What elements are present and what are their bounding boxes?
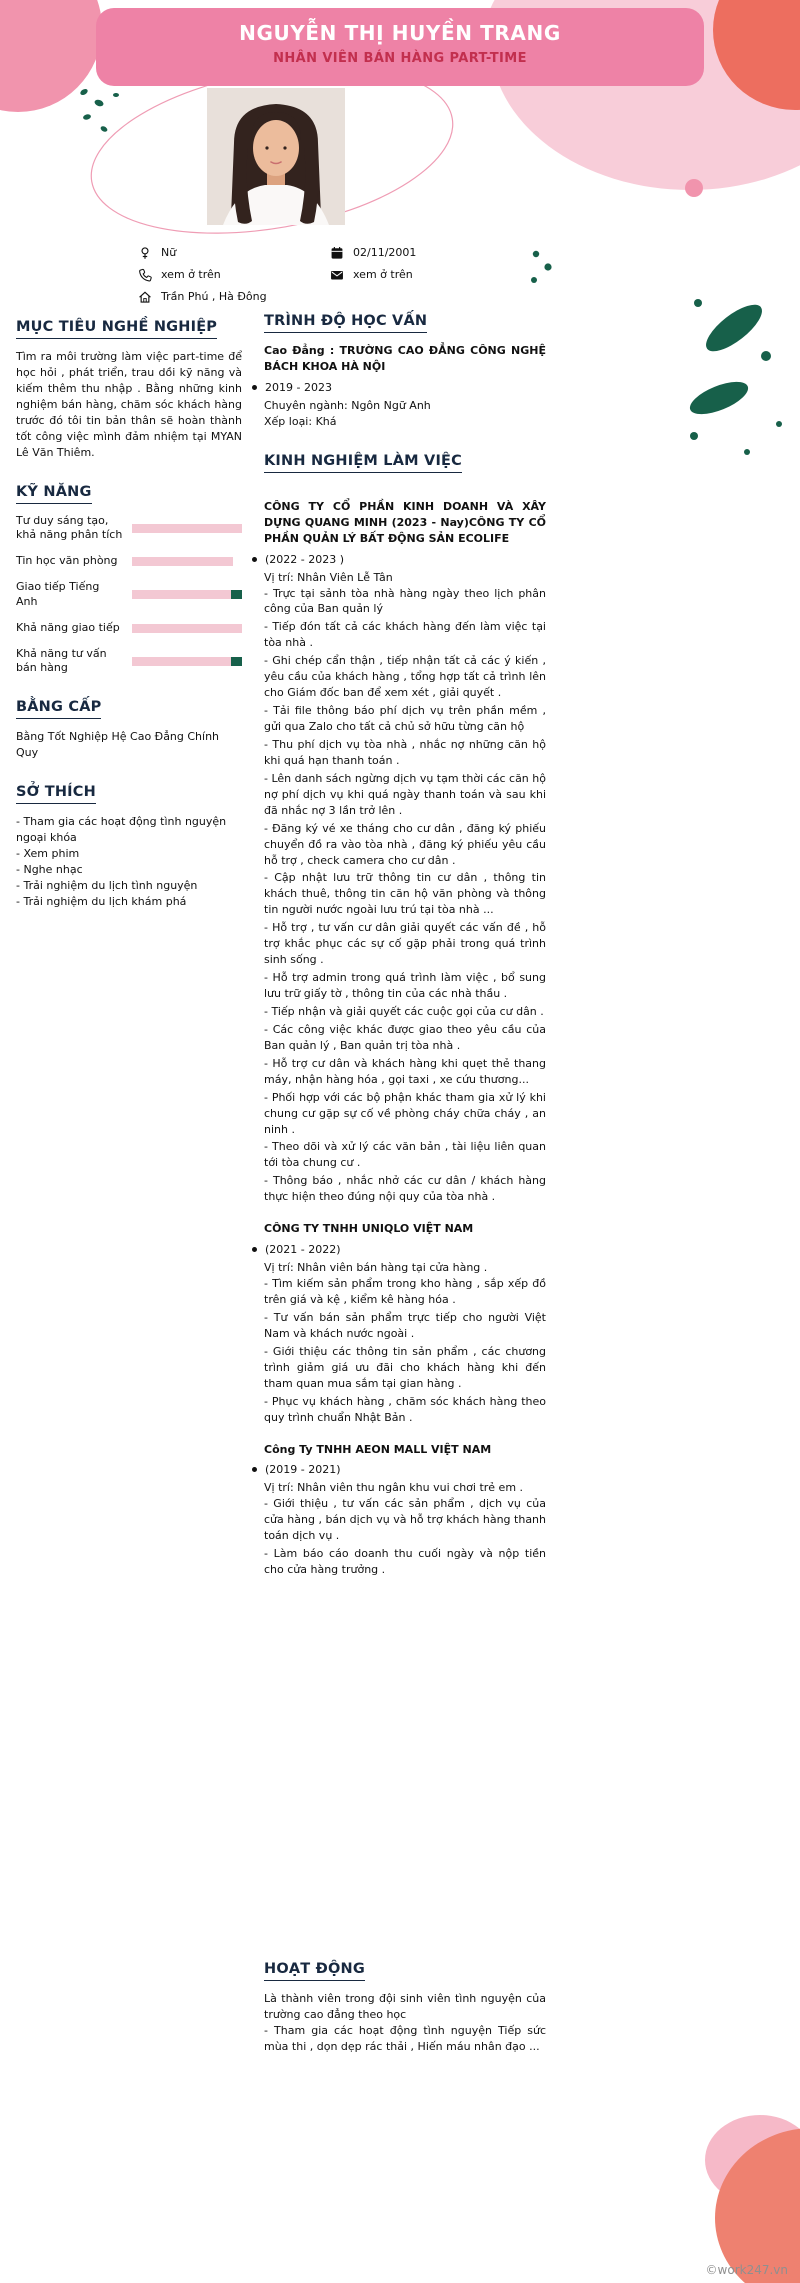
right-column [264, 310, 546, 1598]
education-major: Chuyên ngành: Ngôn Ngữ Anh [264, 398, 431, 412]
skill-item [16, 621, 242, 636]
skill-bar-fill [132, 657, 231, 666]
skill-bar [132, 524, 242, 533]
green-dots-left-cluster [79, 88, 119, 133]
experience-bullet: - Phục vụ khách hàng , chăm sóc khách hàng theo quy trình chuẩn Nhật Bản . [264, 1394, 546, 1424]
contact-birthday [330, 242, 416, 263]
job-bullets [264, 1276, 546, 1425]
section-skills [16, 481, 242, 677]
skill-item [16, 554, 242, 569]
home-icon [138, 290, 152, 304]
skill-label: Khả năng tư vấn bán hàng [16, 646, 107, 675]
skill-item [16, 647, 242, 677]
gender-value: Nữ [161, 246, 177, 259]
experience-bullet: - Ghi chép cẩn thận , tiếp nhận tất cả các ý kiến , yêu cầu của khách hàng , tổng hợp tất cả trình lên cho Giám đốc ban để xem xét , giải quyết . [264, 654, 546, 700]
skill-bar [132, 557, 242, 566]
experience-bullet: - Thông báo , nhắc nhở các cư dân / khách hàng thực hiện theo đúng nội quy của tòa nhà . [264, 1174, 546, 1204]
activity-bullet: - Tham gia các hoạt động tình nguyện Tiếp sức mùa thi , dọn dẹp rác thải , Hiến máu nhân đạo ... [264, 2023, 546, 2053]
candidate-name: NGUYỄN THỊ HUYỀN TRANG [239, 21, 561, 45]
experience-bullet: - Thu phí dịch vụ tòa nhà , nhắc nợ những căn hộ khi quá hạn thanh toán . [264, 737, 546, 767]
skill-bar [132, 590, 242, 599]
education-period-row [264, 381, 546, 394]
skill-bar-fill [132, 624, 242, 633]
degrees-heading: BẰNG CẤP [16, 699, 101, 719]
skill-bar [132, 657, 242, 666]
section-degrees [16, 696, 242, 761]
experience-bullet: - Tìm kiếm sản phẩm trong kho hàng , sắp xếp đồ trên giá và kệ , kiểm kê hàng hóa . [264, 1277, 546, 1306]
experience-bullet: - Tư vấn bán sản phẩm trực tiếp cho người Việt Nam và khách nước ngoài . [264, 1310, 546, 1340]
experience-bullet: - Lên danh sách ngừng dịch vụ tạm thời các căn hộ nợ phí dịch vụ khi quá ngày thanh toán và sau khi đã nhắc nợ 3 lần trở lên . [264, 771, 546, 817]
profile-photo [207, 88, 345, 225]
contact-left-column [138, 242, 267, 308]
job-period: (2021 - 2022) [265, 1243, 341, 1257]
job-period: (2019 - 2021) [265, 1463, 341, 1477]
job-company: CÔNG TY CỔ PHẦN KINH DOANH VÀ XÂY DỰNG QUANG MINH (2023 - Nay)CÔNG TY CỔ PHẦN QUẢN LÝ BẤT ĐỘNG SẢN ECOLIFE [264, 499, 546, 545]
bullet-dot-icon [252, 557, 257, 562]
phone-value: xem ở trên [161, 268, 221, 281]
education-grade: Xếp loại: Khá [264, 414, 337, 428]
hobby-item: - Tham gia các hoạt động tình nguyện ngoại khóa [16, 815, 227, 845]
degree-text: Bằng Tốt Nghiệp Hệ Cao Đẳng Chính Quy [16, 730, 220, 760]
education-school: Cao Đẳng : TRƯỜNG CAO ĐẲNG CÔNG NGHỆ BÁCH KHOA HÀ NỘI [264, 344, 546, 373]
email-value: xem ở trên [353, 268, 413, 281]
contact-right-column [330, 242, 416, 286]
hobby-item: - Xem phim [16, 847, 80, 861]
skill-label: Tư duy sáng tạo, khả năng phân tích [16, 513, 123, 542]
activities-intro: Là thành viên trong đội sinh viên tình nguyện của trường cao đẳng theo học [264, 1992, 546, 2021]
job-quang-minh [264, 499, 546, 1205]
experience-bullet: - Tiếp nhận và giải quyết các cuộc gọi của cư dân . [264, 1004, 544, 1018]
hobby-item: - Nghe nhạc [16, 863, 83, 876]
job-period-row [264, 1243, 546, 1256]
experience-heading: KINH NGHIỆM LÀM VIỆC [264, 453, 462, 473]
job-uniqlo [264, 1221, 546, 1425]
skill-bar-fill [132, 557, 233, 566]
experience-bullet: - Đăng ký vé xe tháng cho cư dân , đăng ký phiếu chuyển đồ ra vào tòa nhà , đăng ký phiếu yêu cầu hỗ trợ , check camera cho cư dân . [264, 821, 546, 867]
birthday-value: 02/11/2001 [353, 246, 417, 259]
experience-bullet: - Hỗ trợ cư dân và khách hàng khi quẹt thẻ thang máy, nhận hàng hóa , gọi taxi , xe cứu thương... [264, 1056, 546, 1086]
job-company: CÔNG TY TNHH UNIQLO VIỆT NAM [264, 1222, 474, 1236]
contact-address [138, 286, 267, 307]
job-position: Vị trí: Nhân viên bán hàng tại cửa hàng . [264, 1261, 488, 1275]
job-position: Vị trí: Nhân viên thu ngân khu vui chơi trẻ em . [264, 1481, 524, 1495]
skill-item [16, 514, 242, 544]
section-objective [16, 316, 242, 461]
contact-phone [138, 264, 267, 285]
email-icon [330, 268, 344, 282]
experience-bullet: - Hỗ trợ , tư vấn cư dân giải quyết các vấn đề , hỗ trợ khắc phục các sự cố gặp phải trong quá trình sinh sống . [264, 921, 546, 967]
left-column [16, 316, 242, 930]
bullet-dot-icon [252, 385, 257, 390]
job-period-row [264, 1463, 546, 1476]
skill-label: Khả năng giao tiếp [16, 620, 120, 634]
job-company: Công Ty TNHH AEON MALL VIỆT NAM [264, 1442, 492, 1456]
section-activities [264, 1958, 546, 2057]
skill-bar-tip [231, 657, 242, 666]
green-dots-mid-cluster [531, 251, 552, 283]
experience-bullet: - Giới thiệu , tư vấn các sản phẩm , dịch vụ của cửa hàng , bán dịch vụ và hỗ trợ khách hàng thanh toán dịch vụ . [264, 1497, 546, 1543]
job-period: (2022 - 2023 ) [265, 552, 345, 566]
job-period-row [264, 553, 546, 566]
watermark: ©work247.vn [705, 2263, 788, 2277]
skill-bar-fill [132, 590, 231, 599]
address-value: Trần Phú , Hà Đông [161, 290, 267, 303]
calendar-icon [330, 246, 344, 260]
experience-bullet: - Cập nhật lưu trữ thông tin cư dân , thông tin khách thuê, thông tin căn hộ văn phòng và thông tin người nước ngoài lưu trú tại tòa nhà ... [264, 871, 546, 917]
skill-bar-tip [231, 590, 242, 599]
experience-bullet: - Tải file thông báo phí dịch vụ trên phần mềm , gửi qua Zalo cho tất cả chủ sở hữu từng căn hộ [264, 704, 546, 733]
skill-label: Giao tiếp Tiếng Anh [16, 580, 100, 608]
hobbies-list [16, 814, 242, 910]
section-education [264, 310, 546, 430]
hobbies-heading: SỞ THÍCH [16, 784, 96, 804]
portrait-illustration [207, 88, 345, 225]
job-bullets [264, 586, 546, 1206]
skills-heading: KỸ NĂNG [16, 484, 92, 504]
experience-bullet: - Theo dõi và xử lý các văn bản , tài liệu liên quan tới tòa chung cư . [264, 1140, 546, 1170]
hobby-item: - Trải nghiệm du lịch khám phá [16, 894, 187, 908]
hobby-item: - Trải nghiệm du lịch tình nguyện [16, 878, 198, 892]
experience-bullet: - Hỗ trợ admin trong quá trình làm việc , bổ sung lưu trữ giấy tờ , thông tin của các nhà thầu . [264, 971, 546, 1000]
experience-bullet: - Giới thiệu các thông tin sản phẩm , các chương trình giảm giá ưu đãi cho khách hàng khi đến tham quan mua sắm tại gian hàng . [264, 1344, 546, 1390]
education-period: 2019 - 2023 [265, 380, 332, 394]
green-leaves-right [686, 297, 782, 455]
experience-bullet: - Tiếp đón tất cả các khách hàng đến làm việc tại tòa nhà . [264, 620, 546, 650]
objective-text: Tìm ra môi trường làm việc part-time để học hỏi , phát triển, trau dồi kỹ năng và kiếm thêm thu nhập . Bằng những kinh nghiệm bán hàng, chăm sóc khách hàng trước đó tôi tin bản thân sẽ hoàn thành tốt công việc mình đảm nhiệm tại MYAN Lê Văn Thiêm. [16, 350, 242, 459]
section-hobbies [16, 781, 242, 910]
contact-gender [138, 242, 267, 263]
experience-bullet: - Làm báo cáo doanh thu cuối ngày và nộp tiền cho cửa hàng trưởng . [264, 1547, 546, 1577]
experience-bullet: - Trực tại sảnh tòa nhà hàng ngày theo lịch phân công của Ban quản lý [264, 586, 546, 616]
activities-heading: HOẠT ĐỘNG [264, 1961, 365, 1981]
header-card [96, 8, 704, 86]
experience-bullet: - Các công việc khác được giao theo yêu cầu của Ban quản lý , Ban quản trị tòa nhà . [264, 1022, 546, 1052]
skill-item [16, 580, 242, 610]
skill-bar [132, 624, 242, 633]
job-position: Vị trí: Nhân Viên Lễ Tân [264, 570, 393, 584]
skill-label: Tin học văn phòng [16, 554, 118, 568]
objective-heading: MỤC TIÊU NGHỀ NGHIỆP [16, 319, 217, 339]
education-heading: TRÌNH ĐỘ HỌC VẤN [264, 313, 427, 333]
skill-bar-fill [132, 524, 242, 533]
section-experience [264, 450, 546, 1578]
experience-bullet: - Phối hợp với các bộ phận khác tham gia xử lý khi chung cư gặp sự cố về phòng cháy chữa cháy , an ninh . [264, 1090, 546, 1136]
contact-email [330, 264, 416, 285]
skills-list [16, 514, 242, 677]
job-aeon-mall [264, 1442, 546, 1579]
activities-bullets [264, 2023, 546, 2055]
job-bullets [264, 1496, 546, 1578]
gender-icon [138, 246, 152, 260]
phone-icon [138, 268, 152, 282]
job-title: NHÂN VIÊN BÁN HÀNG PART-TIME [273, 51, 527, 66]
